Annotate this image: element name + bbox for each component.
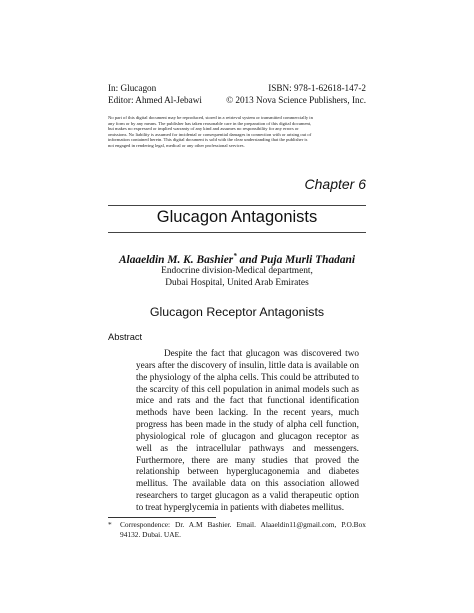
book-info [108,83,202,106]
book-title-line: In: Glucagon [108,83,157,93]
footnote [108,520,366,540]
section-heading: Glucagon Receptor Antagonists [149,305,325,319]
footnote-mark: * [108,520,112,529]
title-rule-bottom [108,232,366,233]
abstract-heading: Abstract [108,332,143,342]
abstract-text: Despite the fact that glucagon was discovered two years after the discovery of insulin, little data is available on the physiology of the alpha cells. This could be attributed to the scarcity of this cell population in animal models such as mice and rats and the fact that functional identification methods have been lacking. In the recent years, much progress has been made in the study of alpha cell function, physiological role of glucagon and glucagon receptor as well as the intracellular pathways and messengers. Furthermore, there are many studies that proved the relationship between hyperglucagonemia and diabetes mellitus. The available data on this association allowed researchers to target glucagon as a valid therapeutic option to treat hyperglycemia in patients with diabetes mellitus. [136,349,359,513]
affiliation-line-1: Endocrine division-Medical department, [161,266,313,276]
author-footnote-mark: * [233,252,237,260]
editor-line: Editor: Ahmed Al-Jebawi [108,94,202,105]
footnote-text: Correspondence: Dr. A.M Bashier. Email. Alaaeldin11@gmail.com, P.O.Box 94132. Dubai. UAE. [120,520,366,539]
affiliation-line-2: Dubai Hospital, United Arab Emirates [165,278,309,288]
publisher-line: © 2013 Nova Science Publishers, Inc. [226,94,366,105]
copyright-disclaimer: No part of this digital document may be reproduced, stored in a retrieval system or transmitted commercially in any form or by any means. The publisher has taken reasonable care in the preparation of this digital document, but makes no expressed or implied warranty of any kind and assumes no responsibility for any errors or omissions. No liability is assumed for incidental or consequential damages in connection with or arising out of information contained herein. This digital document is sold with the clear understanding that the publisher is not engaged in rendering legal, medical or any other professional services. [108,115,313,148]
publication-info [226,83,366,106]
footnote-divider [108,517,216,518]
author-first: Alaaeldin M. K. Bashier [118,253,234,266]
author-rest: and Puja Murli Thadani [236,253,356,266]
chapter-label: Chapter 6 [304,176,366,192]
chapter-title: Glucagon Antagonists [156,208,318,226]
isbn-line: ISBN: 978-1-62618-147-2 [268,83,366,93]
author-line [108,252,366,266]
title-rule-top [108,205,366,206]
